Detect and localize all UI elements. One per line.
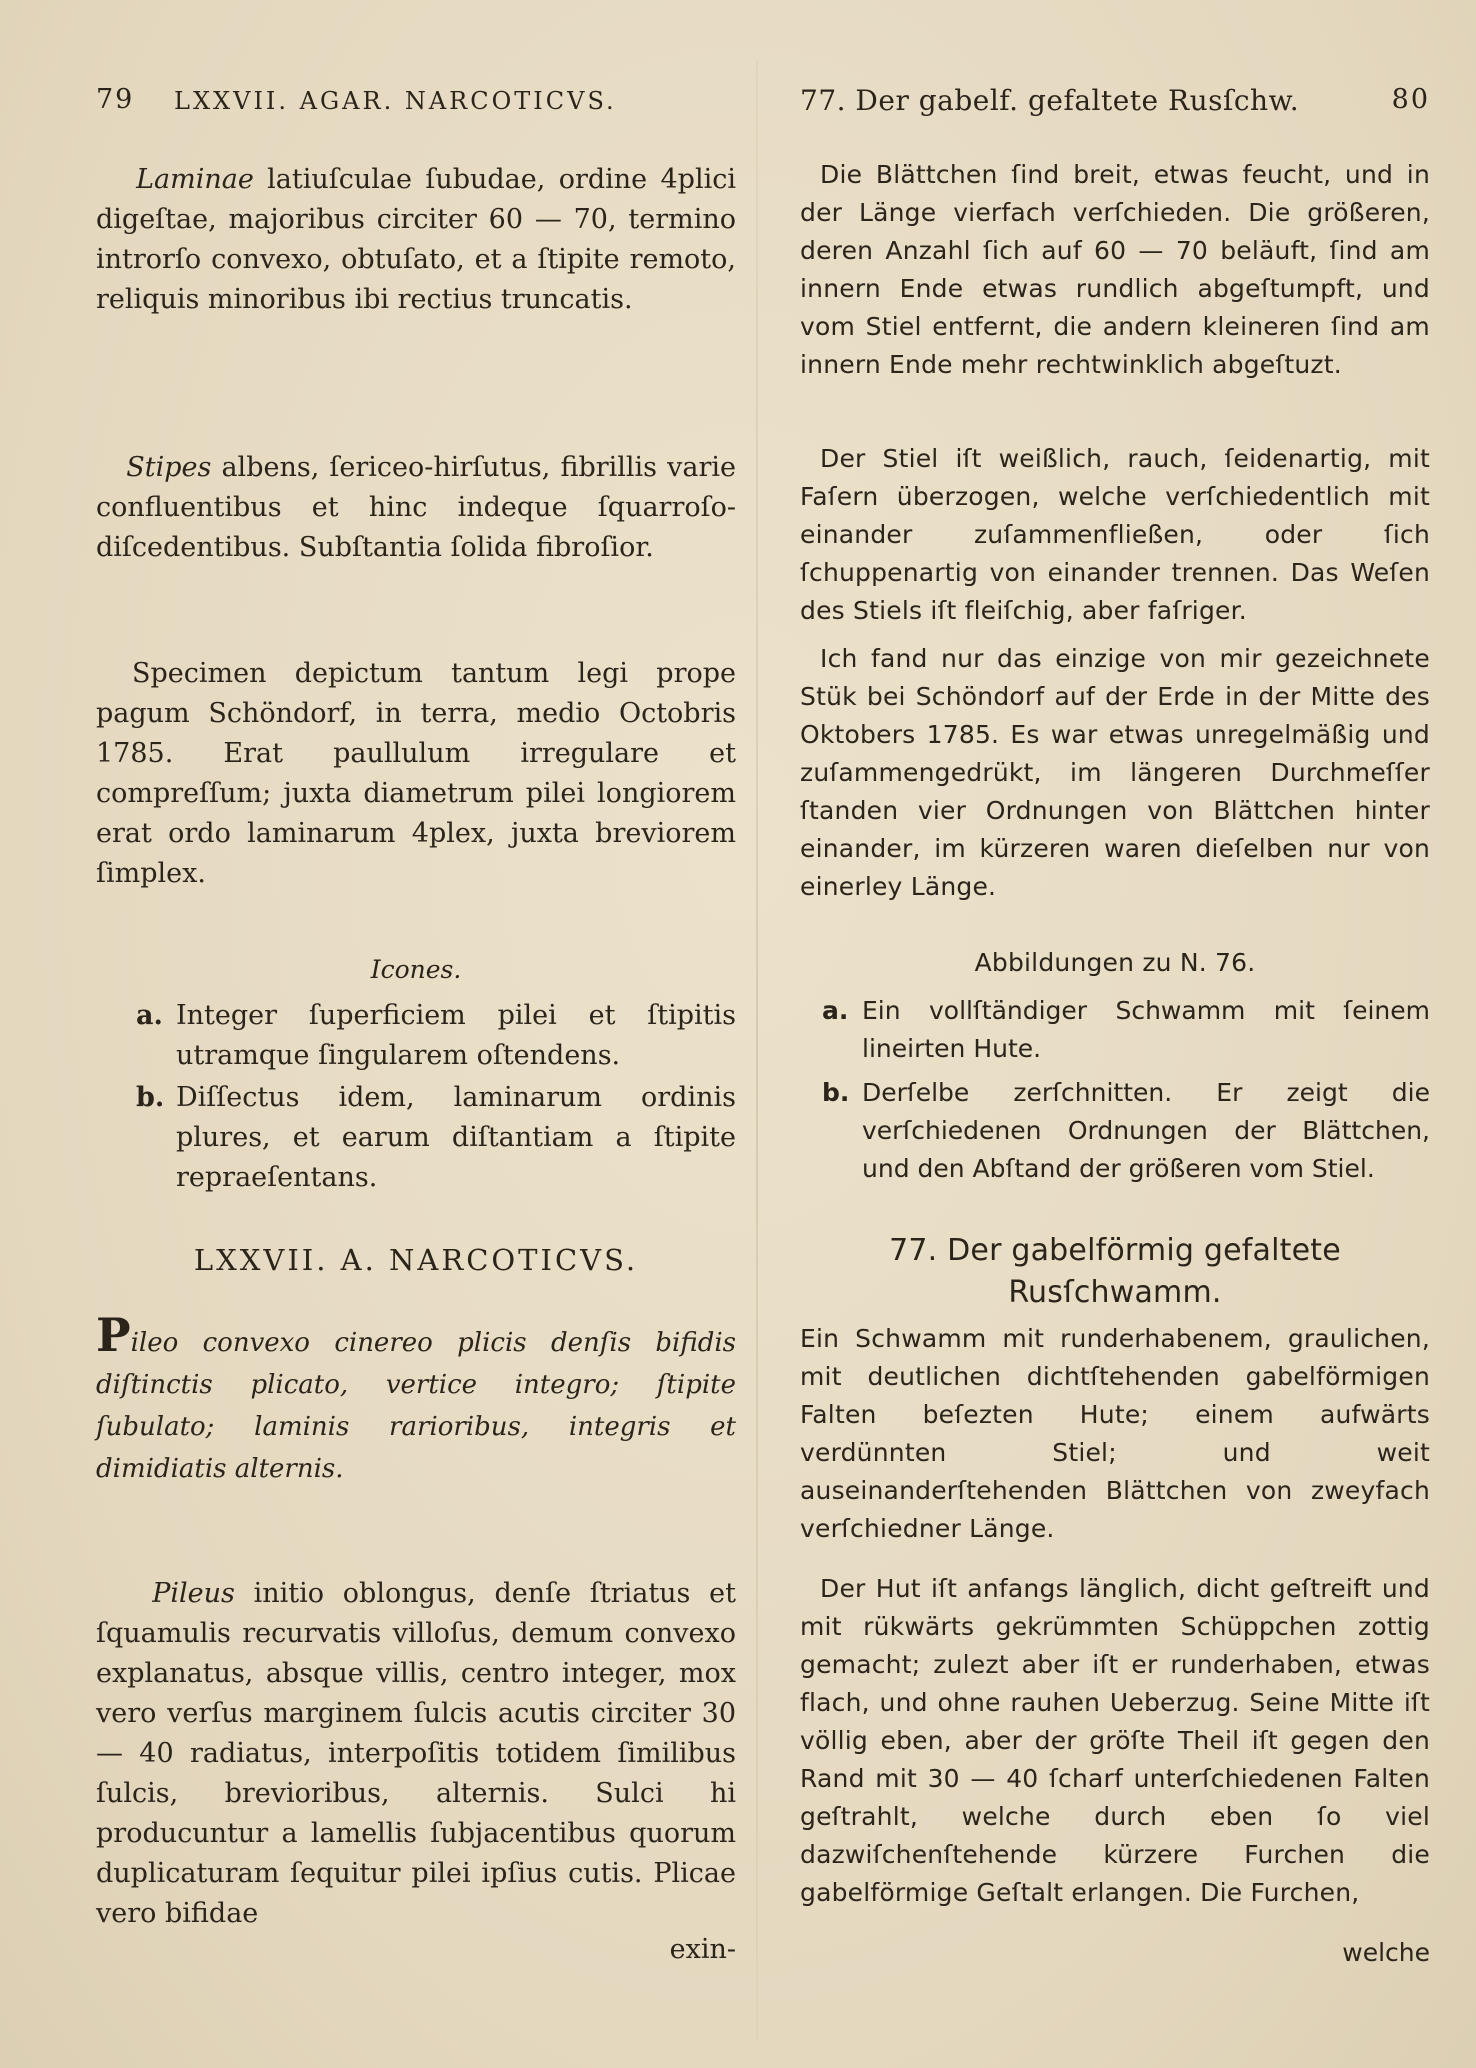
- icones-item-b: b. Diſſectus idem, laminarum ordinis plures, et earum diſtantiam a ſtipite repraeſentans.: [136, 1082, 736, 1193]
- blaettchen-paragraph: Die Blättchen ſind breit, etwas feucht, und in der Länge vierfach verſchieden. Die größeren, deren Anzahl ſich auf 60 — 70 beläuft, ſind am innern Ende etwas rundlich abgeſtumpft, und vom Stiel entfernt, die andern kleineren ſind am innern Ende mehr rechtwinklich abgeſtuzt.: [800, 160, 1430, 379]
- species-title-german: 77. Der gabelförmig gefaltete Rusſchwamm.: [889, 1233, 1341, 1310]
- right-catchword: welche: [1342, 1938, 1430, 1967]
- diagnosis-latin: Pileo convexo cinereo plicis denſis bifidis diſtinctis plicato, vertice integro; ſtipite ſubulato; laminis rarioribus, integris et dimidiatis alternis.: [96, 1308, 736, 1484]
- left-catchword: exin-: [669, 1934, 736, 1965]
- fund-paragraph: Ich fand nur das einzige von mir gezeichnete Stük bei Schöndorf auf der Erde in der Mitte des Oktobers 1785. Es war etwas unregelmäßig und zuſammengedrükt, im längeren Durchmeſſer ſtanden vier Ordnungen von Blättchen hinter einander, im kürzeren waren dieſelben nur von einerley Länge.: [800, 644, 1430, 901]
- stipes-paragraph: Stipes albens, ſericeo-hirſutus, fibrillis varie confluentibus et hinc indeque ſquarroſo-diſcedentibus. Subſtantia ſolida fibroſior.: [96, 452, 736, 563]
- icones-item-a: a. Integer ſuperficiem pilei et ſtipitis utramque ſingularem oſtendens.: [136, 1000, 736, 1071]
- diagnosis-german: Ein Schwamm mit runderhabenem, graulichen, mit deutlichen dichtſtehenden gabelförmigen Falten beſezten Hute; einem aufwärts verdünnten Stiel; und weit auseinanderſtehenden Blättchen von zweyfach verſchiedner Länge.: [800, 1324, 1430, 1543]
- abbildungen-item-b: b. Derſelbe zerſchnitten. Er zeigt die verſchiedenen Ordnungen der Blättchen, und den Abſtand der größeren vom Stiel.: [822, 1078, 1430, 1183]
- species-title-latin: LXXVII. A. NARCOTICVS.: [193, 1243, 639, 1277]
- right-running-head: 77. Der gabelf. gefaltete Rusſchw.: [800, 84, 1300, 117]
- right-page-number: 80: [1391, 84, 1430, 115]
- left-running-head: LXXVII. AGAR. NARCOTICVS.: [174, 87, 617, 115]
- icones-heading: Icones.: [370, 955, 462, 984]
- page-gutter: [756, 60, 758, 2040]
- left-page-header: [96, 84, 736, 124]
- left-page-number: 79: [96, 84, 135, 115]
- laminae-paragraph: Laminae latiuſculae ſubudae, ordine 4plici digeſtae, majoribus circiter 60 — 70, termino introrſo convexo, obtuſato, et a ſtipite remoto, reliquis minoribus ibi rectius truncatis.: [96, 164, 736, 315]
- pileus-paragraph: Pileus initio oblongus, denſe ſtriatus et ſquamulis recurvatis villoſus, demum convexo explanatus, absque villis, centro integer, mox vero verſus marginem ſulcis acutis circiter 30 — 40 radiatus, interpoſitis totidem ſimilibus ſulcis, brevioribus, alternis. Sulci hi producuntur a lamellis ſubjacentibus quorum duplicaturam ſequitur pilei ipſius cutis. Plicae vero bifidae: [96, 1578, 736, 1929]
- abbildungen-item-a: a. Ein vollſtändiger Schwamm mit ſeinem lineirten Hute.: [822, 996, 1430, 1063]
- right-page-header: [800, 84, 1430, 124]
- specimen-paragraph: Specimen depictum tantum legi prope pagum Schöndorf, in terra, medio Octobris 1785. Erat paullulum irregulare et compreſſum; juxta diametrum pilei longiorem erat ordo laminarum 4plex, juxta breviorem ſimplex.: [96, 658, 736, 889]
- hut-paragraph: Der Hut iſt anfangs länglich, dicht geſtreift und mit rükwärts gekrümmten Schüppchen zottig gemacht; zulezt aber iſt er runderhaben, etwas flach, und ohne rauhen Ueberzug. Seine Mitte iſt völlig eben, aber der gröſte Theil iſt gegen den Rand mit 30 — 40 ſcharf unterſchiedenen Falten geſtrahlt, welche durch eben ſo viel dazwiſchenſtehende kürzere Furchen die gabelförmige Geſtalt erlangen. Die Furchen,: [800, 1574, 1430, 1907]
- stiel-paragraph: Der Stiel iſt weißlich, rauch, ſeidenartig, mit Faſern überzogen, welche verſchiedentlich mit einander zuſammenfließen, oder ſich ſchuppenartig von einander trennen. Das Weſen des Stiels iſt fleiſchig, aber faſriger.: [800, 444, 1430, 625]
- abbildungen-heading: Abbildungen zu N. 76.: [974, 948, 1256, 977]
